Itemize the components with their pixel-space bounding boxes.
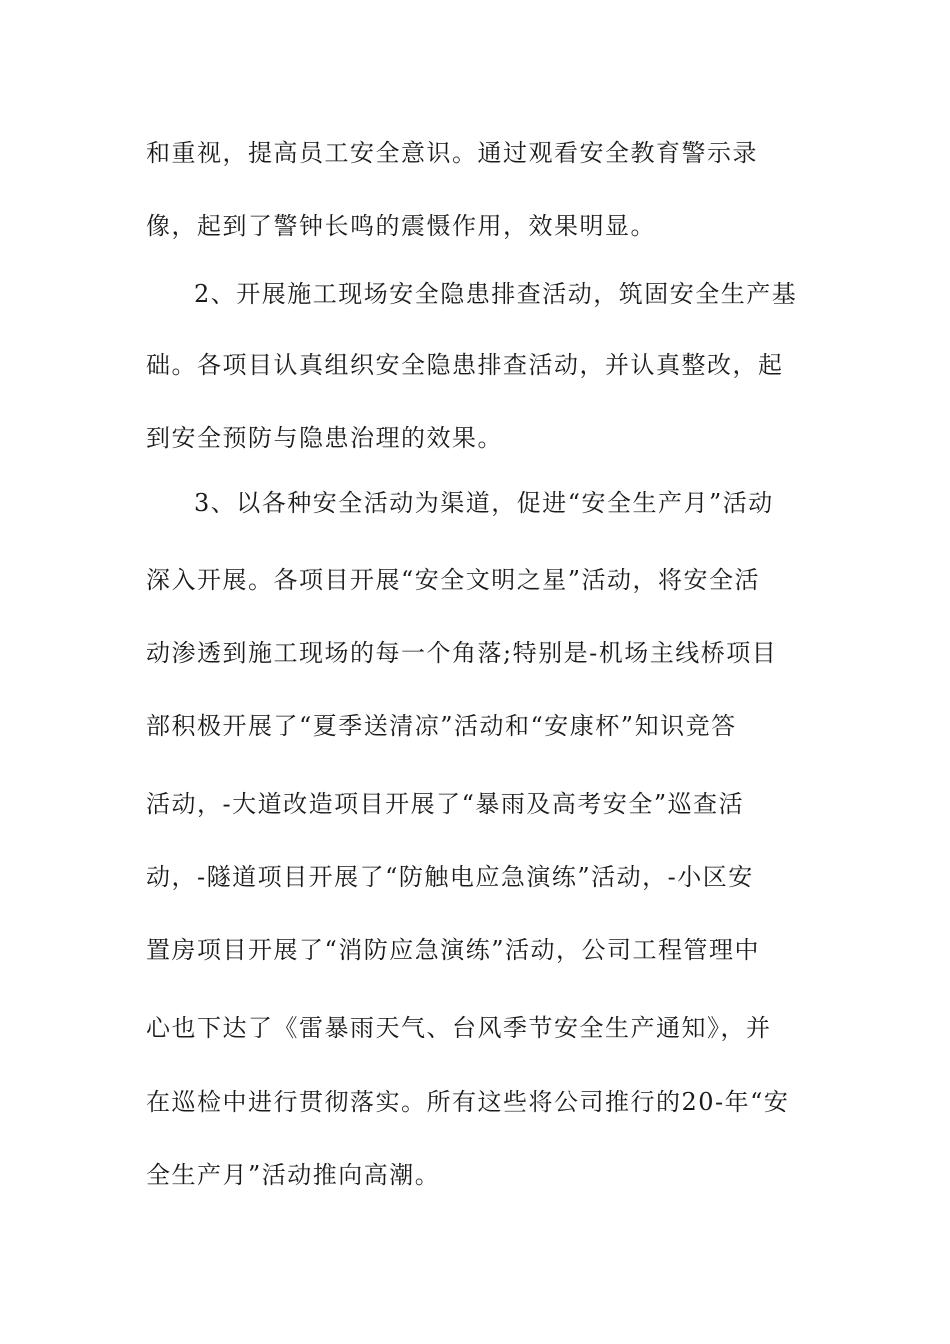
paragraph-line: 到安全预防与隐患治理的效果。 — [146, 424, 503, 452]
paragraph-line: 和重视，提高员工安全意识。通过观看安全教育警示录 — [146, 139, 758, 167]
paragraph-line: 置房项目开展了“消防应急演练”活动，公司工程管理中 — [146, 936, 761, 964]
paragraph-line: 动，-隧道项目开展了“防触电应急演练”活动，-小区安 — [146, 863, 754, 891]
paragraph-line: 础。各项目认真组织安全隐患排查活动，并认真整改，起 — [146, 351, 784, 379]
paragraph-line: 3、以各种安全活动为渠道，促进“安全生产月”活动 — [194, 489, 774, 517]
paragraph-line: 深入开展。各项目开展“安全文明之星”活动，将安全活 — [146, 566, 761, 594]
paragraph-line: 全生产月”活动推向高潮。 — [146, 1161, 441, 1189]
paragraph-line: 心也下达了《雷暴雨天气、台风季节安全生产通知》，并 — [146, 1014, 772, 1042]
paragraph-line: 在巡检中进行贯彻落实。所有这些将公司推行的20-年“安 — [146, 1088, 790, 1116]
paragraph-line: 部积极开展了“夏季送清凉”活动和“安康杯”知识竞答 — [146, 712, 737, 740]
paragraph-line: 2、开展施工现场安全隐患排查活动，筑固安全生产基 — [194, 280, 798, 308]
paragraph-line: 活动，-大道改造项目开展了“暴雨及高考安全”巡查活 — [146, 790, 745, 818]
paragraph-line: 动渗透到施工现场的每一个角落;特别是-机场主线桥项目 — [146, 639, 778, 667]
paragraph-line: 像，起到了警钟长鸣的震慑作用，效果明显。 — [146, 212, 656, 240]
